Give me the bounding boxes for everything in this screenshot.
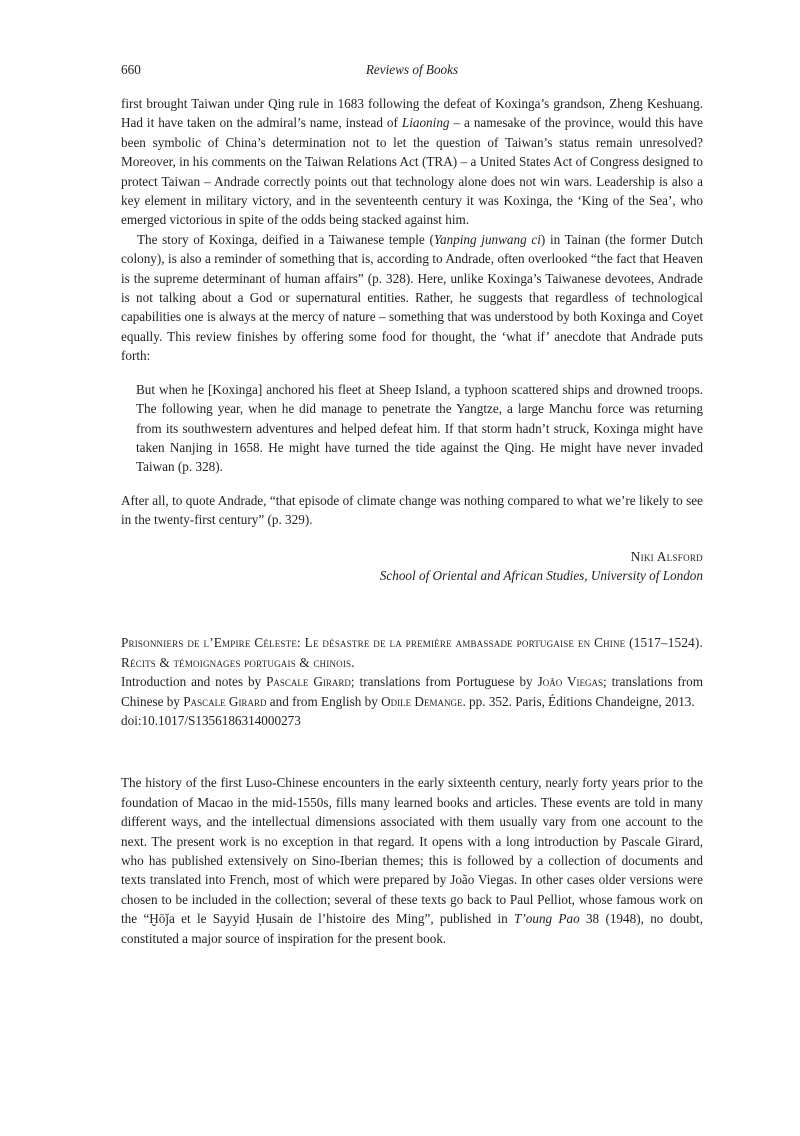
contributor-name: João Viegas <box>537 674 603 690</box>
block-quote: But when he [Koxinga] anchored his fleet at Sheep Island, a typhoon scattered ships and drowned troops. The following year, when he did manage to penetrate the Yangtze, a large Manchu force was returning from its southwestern adventures and helped defeat him. If that storm hadn’t struck, Koxinga might have taken Nanjing in 1658. He might have turned the tide against the Qing. He might have never invaded Taiwan (p. 328). <box>136 381 703 475</box>
italic-term: Liaoning <box>401 115 450 131</box>
reviewer-name: Niki Alsford <box>630 548 703 564</box>
contributor-name: Pascale Girard <box>266 674 351 690</box>
contributor-name: Pascale Girard <box>183 693 267 709</box>
doi: doi:10.1017/S1356186314000273 <box>121 712 301 728</box>
book-credits: Introduction and notes by Pascale Girard; translations from Portuguese by João Viegas; translations from Chinese by Pascale Girard and from English by Odile Demange. pp. 352. Paris, Éditions Chandeigne, 2013. <box>121 674 703 709</box>
book-title: Prisonniers de l’Empire Céleste: Le désastre de la première ambassade portugaise en Chine (1517–1524). Récits & témoignages portugais & chinois. <box>121 635 703 670</box>
book-entry <box>121 633 703 730</box>
review-2-paragraph-1: The history of the first Luso-Chinese encounters in the early sixteenth century, nearly forty years prior to the foundation of Macao in the mid-1550s, fills many learned books and articles. These events are told in many different ways, and the intellectual dimensions associated with them usually vary from one account to the next. The present work is no exception in that regard. It opens with a long introduction by Pascale Girard, who has published extensively on Sino-Iberian themes; this is followed by a collection of documents and texts translated into French, most of which were prepared by João Viegas. In other cases older versions were chosen to be included in the collection; several of these texts go back to Paul Pelliot, whose famous work on the “Ḫōǰa et le Sayyid Ḥusain de l’histoire des Ming”, published in T’oung Pao 38 (1948), no doubt, constituted a major source of inspiration for the present book. <box>121 775 704 946</box>
page-header <box>121 60 703 80</box>
review-paragraph-2: The story of Koxinga, deified in a Taiwanese temple (Yanping junwang ci) in Tainan (the former Dutch colony), is also a reminder of something that is, according to Andrade, often overlooked “the fact that Heaven is the supreme determinant of human affairs” (p. 328). Here, unlike Koxinga’s Taiwanese devotees, Andrade is not talking about a God or supernatural entities. Rather, he suggests that regardless of technological capabilities one is always at the mercy of nature – something that was understood by both Koxinga and Coyet equally. This review finishes by offering some food for thought, the ‘what if’ anecdote that Andrade puts forth: <box>121 231 703 364</box>
journal-page <box>121 60 703 948</box>
running-title: Reviews of Books <box>365 62 459 77</box>
journal-title: T’oung Pao <box>514 911 580 927</box>
reviewer-affiliation: School of Oriental and African Studies, University of London <box>379 567 703 583</box>
contributor-name: Odile Demange <box>381 693 463 709</box>
italic-term: Yanping junwang ci <box>433 231 541 247</box>
review-paragraph-1: first brought Taiwan under Qing rule in 1683 following the defeat of Koxinga’s grandson, Zheng Keshuang. Had it have taken on the admiral’s name, instead of Liaoning – a namesake of the province, would this have been symbolic of China’s determination not to let the question of Taiwan’s status remain unresolved? Moreover, in his comments on the Taiwan Relations Act (TRA) – a United States Act of Congress designed to protect Taiwan – Andrade correctly points out that technology alone does not win wars. Leadership is also a key element in military victory, and in the seventeenth century it was Koxinga, the ‘King of the Sea’, who emerged victorious in spite of the odds being stacked against him. <box>121 96 703 228</box>
review-paragraph-3: After all, to quote Andrade, “that episode of climate change was nothing compared to what we’re likely to see in the twenty-first century” (p. 329). <box>121 492 703 528</box>
page-number: 660 <box>121 62 141 77</box>
reviewer-signature <box>121 547 703 586</box>
